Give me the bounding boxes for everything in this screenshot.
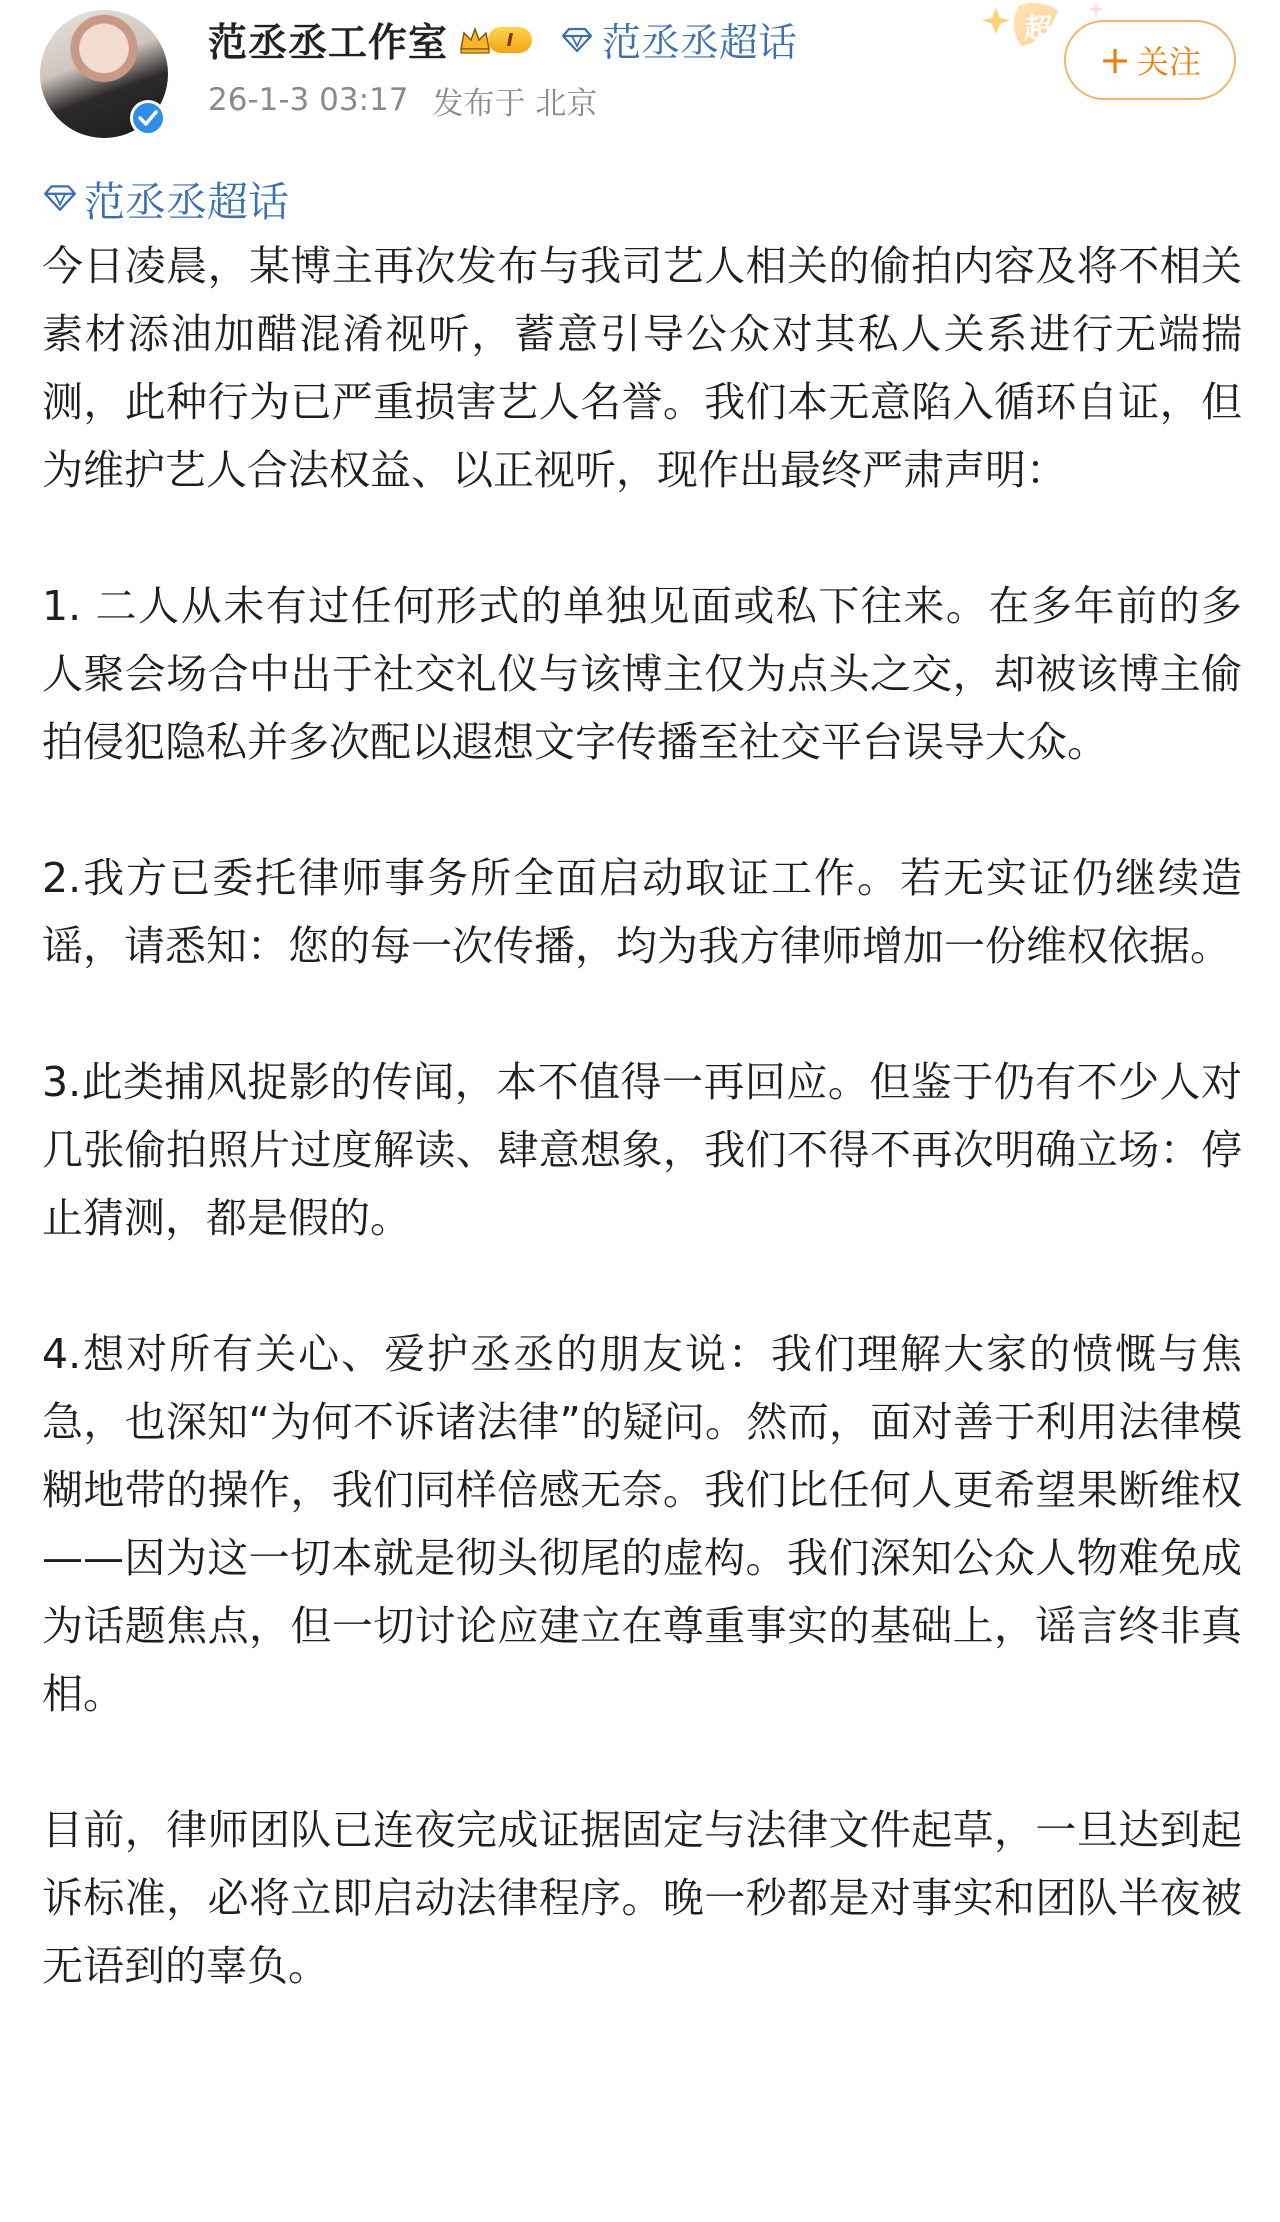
- topic-tag-link[interactable]: [42, 164, 1242, 232]
- post-timestamp: 26-1-3 03:17: [208, 82, 409, 118]
- post-paragraph-point-1: 1. 二人从未有过任何形式的单独见面或私下往来。在多年前的多人聚会场合中出于社交礼仪与该博主仅为点头之交，却被该博主偷拍侵犯隐私并多次配以遐想文字传播至社交平台误导大众。: [42, 582, 1242, 766]
- verified-badge-icon: [130, 100, 166, 136]
- post-paragraph-intro: 今日凌晨，某博主再次发布与我司艺人相关的偷拍内容及将不相关素材添油加醋混淆视听，蓄意引导公众对其私人关系进行无端揣测，此种行为已严重损害艺人名誉。我们本无意陷入循环自证，但为维护艺人合法权益、以正视听，现作出最终严肃声明：: [42, 242, 1242, 494]
- follow-label: 关注: [1136, 43, 1201, 81]
- post-location: 发布于 北京: [432, 85, 598, 122]
- post-paragraph-closing: 目前，律师团队已连夜完成证据固定与法律文件起草，一旦达到起诉标准，必将立即启动法律程序。晚一秒都是对事实和团队半夜被无语到的辜负。: [42, 1806, 1242, 1990]
- author-name[interactable]: 范丞丞工作室: [208, 21, 449, 66]
- follow-button[interactable]: [1064, 20, 1236, 100]
- author-row: [208, 10, 797, 70]
- diamond-icon: [560, 27, 594, 53]
- source-topic-label: 范丞丞超话: [602, 21, 798, 66]
- post-paragraph-point-2: 2.我方已委托律师事务所全面启动取证工作。若无实证仍继续造谣，请悉知：您的每一次传播，均为我方律师增加一份维权依据。: [42, 854, 1242, 970]
- post-meta: [208, 78, 597, 122]
- post-paragraph-point-3: 3.此类捕风捉影的传闻，本不值得一再回应。但鉴于仍有不少人对几张偷拍照片过度解读、肆意想象，我们不得不再次明确立场：停止猜测，都是假的。: [42, 1058, 1242, 1242]
- post-paragraph-point-4: 4.想对所有关心、爱护丞丞的朋友说：我们理解大家的愤慨与焦急，也深知“为何不诉诸法律”的疑问。然而，面对善于利用法律模糊地带的操作，我们同样倍感无奈。我们比任何人更希望果断维权——因为这一切本就是彻头彻尾的虚构。我们深知公众人物难免成为话题焦点，但一切讨论应建立在尊重事实的基础上，谣言终非真相。: [42, 1330, 1242, 1718]
- vip-level-label: I: [488, 27, 532, 53]
- plus-icon: +: [1099, 38, 1131, 82]
- super-deco-text: 超: [1024, 12, 1053, 45]
- author-avatar[interactable]: [40, 10, 168, 138]
- topic-tag-label: 范丞丞超话: [84, 177, 289, 226]
- crown-icon: [458, 25, 492, 55]
- vip-badge[interactable]: [458, 19, 538, 61]
- source-topic-link[interactable]: [560, 12, 797, 68]
- diamond-icon: [42, 184, 78, 212]
- post-header: [0, 0, 1280, 165]
- post-content: [42, 164, 1242, 2000]
